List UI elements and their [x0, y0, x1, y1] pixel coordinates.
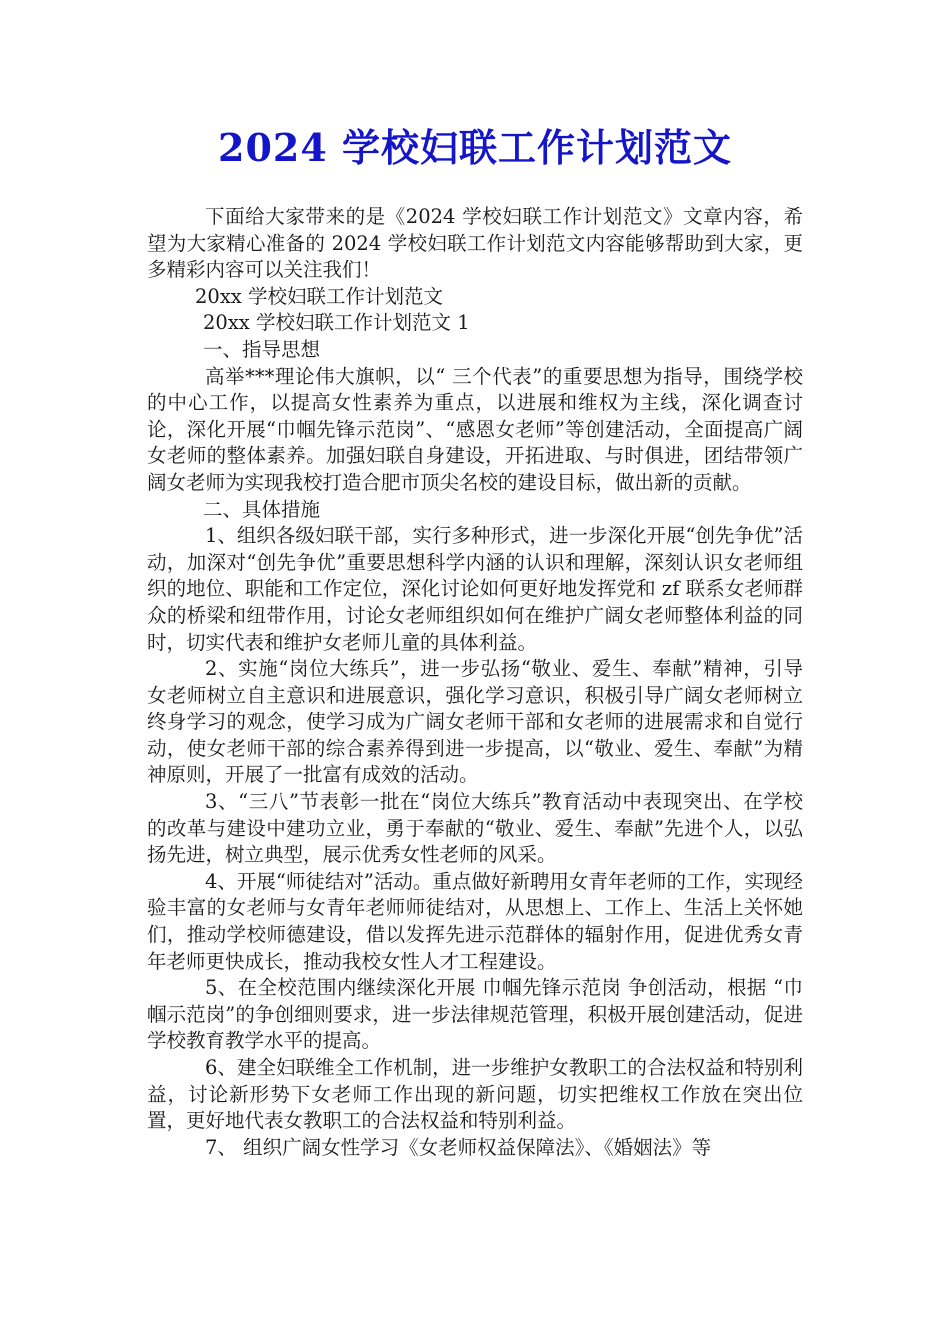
document-title: 2024 学校妇联工作计划范文 — [218, 125, 732, 170]
paragraph-subtitle: 20xx 学校妇联工作计划范文 — [195, 284, 444, 308]
paragraph-guiding-thought: 高举***理论伟大旗帜，以“ 三个代表”的重要思想为指导，围绕学校的中心工作，以提高女性素养为重点，以进展和维权为主线，深化调查讨论，深化开展“巾帼先锋示范岗”、“感恩女老师”等创建活动，全面提高广阔女老师的整体素养。加强妇联自身建设，开拓进取、与时俱进，团结带领广阔女老师为实现我校打造合肥市顶尖名校的建设目标，做出新的贡献。 — [147, 364, 803, 494]
document-body — [147, 204, 803, 1161]
heading-measures: 二、具体措施 — [203, 497, 321, 521]
paragraph-measure-5: 5、在全校范围内继续深化开展 巾帼先锋示范岗 争创活动，根据 “巾帼示范岗”的争创细则要求，进一步法律规范管理，积极开展创建活动，促进学校教育教学水平的提高。 — [147, 976, 803, 1053]
paragraph-measure-7: 7、 组织广阔女性学习《女老师权益保障法》、《婚姻法》等 — [205, 1135, 712, 1159]
paragraph-measure-6: 6、建全妇联维全工作机制，进一步维护女教职工的合法权益和特别利益，讨论新形势下女老师工作出现的新问题，切实把维权工作放在突出位置，更好地代表女教职工的合法权益和特别利益。 — [147, 1056, 803, 1133]
paragraph-intro: 下面给大家带来的是《2024 学校妇联工作计划范文》文章内容，希望为大家精心准备的 2024 学校妇联工作计划范文内容能够帮助到大家，更多精彩内容可以关注我们！ — [147, 205, 803, 282]
paragraph-measure-2: 2、实施“岗位大练兵”，进一步弘扬“敬业、爱生、奉献”精神，引导女老师树立自主意识和进展意识，强化学习意识，积极引导广阔女老师树立终身学习的观念，使学习成为广阔女老师干部和女老师的进展需求和自觉行动，使女老师干部的综合素养得到进一步提高，以“敬业、爱生、奉献”为精神原则，开展了一批富有成效的活动。 — [147, 657, 803, 787]
paragraph-measure-3: 3、“三八”节表彰一批在“岗位大练兵”教育活动中表现突出、在学校的改革与建设中建功立业，勇于奉献的“敬业、爱生、奉献”先进个人，以弘扬先进，树立典型，展示优秀女性老师的风采。 — [147, 790, 803, 867]
heading-guiding-thought: 一、指导思想 — [203, 337, 321, 361]
paragraph-section-title: 20xx 学校妇联工作计划范文 1 — [203, 311, 470, 335]
paragraph-measure-1: 1、组织各级妇联干部，实行多种形式，进一步深化开展“创先争优”活动，加深对“创先争优”重要思想科学内涵的认识和理解，深刻认识女老师组织的地位、职能和工作定位，深化讨论如何更好地发挥党和 zf 联系女老师群众的桥梁和纽带作用，讨论女老师组织如何在维护广阔女老师整体利益的同时，切实代表和维护女老师儿童的具体利益。 — [147, 524, 803, 654]
paragraph-measure-4: 4、开展“师徒结对”活动。重点做好新聘用女青年老师的工作，实现经验丰富的女老师与女青年老师师徒结对，从思想上、工作上、生活上关怀她们，推动学校师德建设，借以发挥先进示范群体的辐射作用，促进优秀女青年老师更快成长，推动我校女性人才工程建设。 — [147, 869, 803, 973]
